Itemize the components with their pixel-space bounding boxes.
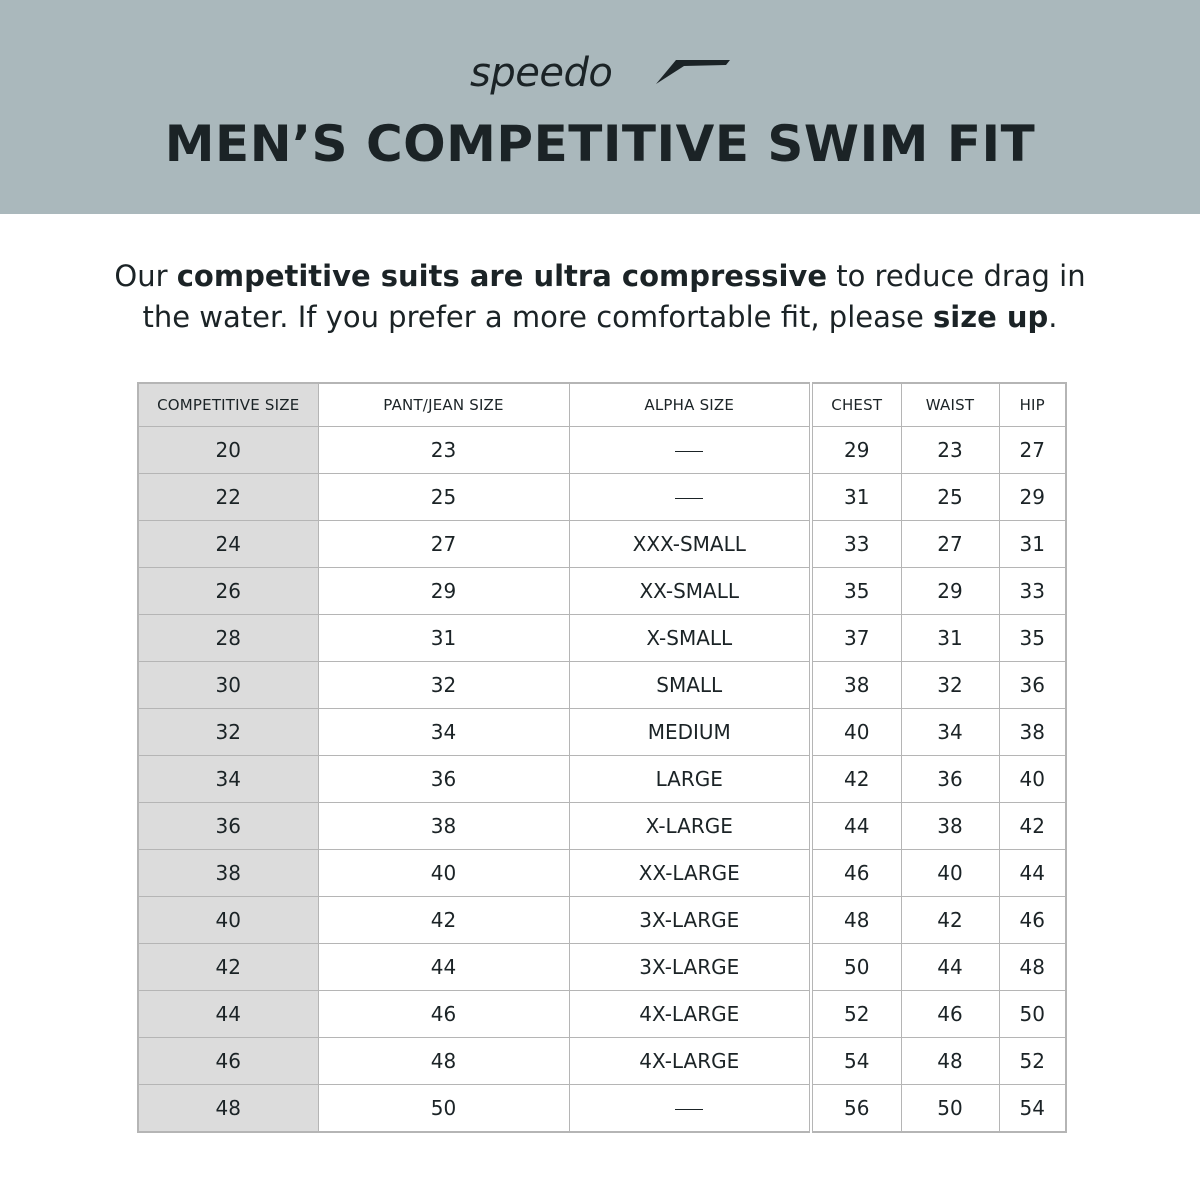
cell-value: 35 — [844, 579, 870, 603]
cell-value: 38 — [1019, 720, 1045, 744]
cell-hip — [999, 662, 1066, 709]
cell-value: 50 — [937, 1096, 963, 1120]
cell-alpha-size — [569, 474, 811, 521]
cell-chest — [811, 803, 901, 850]
cell-value: 38 — [430, 814, 457, 838]
cell-competitive-size — [138, 427, 318, 474]
cell-value: 27 — [430, 532, 457, 556]
cell-value: 46 — [937, 1002, 963, 1026]
logo-wordmark: speedo — [470, 50, 613, 96]
cell-waist — [901, 709, 999, 756]
cell-value: 29 — [430, 579, 457, 603]
cell-chest — [811, 662, 901, 709]
cell-chest — [811, 521, 901, 568]
cell-value: 42 — [430, 908, 457, 932]
cell-chest — [811, 709, 901, 756]
cell-value: 20 — [215, 438, 241, 462]
cell-pant-jean-size — [318, 615, 569, 662]
cell-value: 3X-LARGE — [639, 955, 740, 979]
cell-value: 24 — [215, 532, 241, 556]
cell-waist — [901, 991, 999, 1038]
cell-chest — [811, 944, 901, 991]
header-banner — [0, 0, 1200, 214]
cell-waist — [901, 474, 999, 521]
cell-hip — [999, 1038, 1066, 1085]
cell-waist — [901, 850, 999, 897]
cell-hip — [999, 756, 1066, 803]
cell-hip — [999, 568, 1066, 615]
cell-pant-jean-size — [318, 1038, 569, 1085]
table-row — [138, 1085, 1066, 1133]
cell-value: 27 — [1019, 438, 1045, 462]
cell-waist — [901, 944, 999, 991]
cell-value: 31 — [1019, 532, 1045, 556]
cell-value: XX-SMALL — [639, 579, 740, 603]
intro-bold2: size up — [933, 300, 1049, 334]
cell-pant-jean-size — [318, 709, 569, 756]
cell-value: 50 — [1019, 1002, 1045, 1026]
cell-waist — [901, 1038, 999, 1085]
table-row — [138, 944, 1066, 991]
cell-competitive-size — [138, 897, 318, 944]
cell-value: 31 — [844, 485, 870, 509]
cell-waist — [901, 803, 999, 850]
cell-waist — [901, 897, 999, 944]
cell-value: 32 — [430, 673, 457, 697]
cell-chest — [811, 850, 901, 897]
intro-part3: . — [1048, 300, 1058, 334]
cell-competitive-size — [138, 1085, 318, 1133]
cell-value: 52 — [1019, 1049, 1045, 1073]
cell-value: 56 — [844, 1096, 870, 1120]
cell-value: 33 — [844, 532, 870, 556]
cell-value: 42 — [844, 767, 870, 791]
cell-competitive-size — [138, 474, 318, 521]
cell-value: 30 — [215, 673, 241, 697]
table-row — [138, 897, 1066, 944]
intro-text — [100, 256, 1100, 338]
cell-value: 29 — [937, 579, 963, 603]
cell-pant-jean-size — [318, 944, 569, 991]
cell-value: 44 — [430, 955, 457, 979]
cell-value: 54 — [844, 1049, 870, 1073]
cell-value: 48 — [215, 1096, 241, 1120]
cell-competitive-size — [138, 615, 318, 662]
cell-value: 26 — [215, 579, 241, 603]
cell-alpha-size — [569, 709, 811, 756]
table-header-row — [138, 383, 1066, 427]
cell-competitive-size — [138, 568, 318, 615]
cell-alpha-size — [569, 662, 811, 709]
cell-alpha-size — [569, 897, 811, 944]
cell-alpha-size — [569, 427, 811, 474]
cell-alpha-size — [569, 1038, 811, 1085]
cell-hip — [999, 709, 1066, 756]
table-row — [138, 615, 1066, 662]
cell-value: 38 — [937, 814, 963, 838]
cell-waist — [901, 662, 999, 709]
cell-alpha-size — [569, 568, 811, 615]
table-row — [138, 803, 1066, 850]
header-competitive-size: COMPETITIVE SIZE — [138, 383, 318, 427]
cell-chest — [811, 1085, 901, 1133]
cell-value: 23 — [937, 438, 963, 462]
intro-part1: Our — [114, 259, 177, 293]
cell-value: 42 — [937, 908, 963, 932]
cell-value: 28 — [215, 626, 241, 650]
cell-value: 42 — [215, 955, 241, 979]
cell-value: 40 — [1019, 767, 1045, 791]
cell-waist — [901, 1085, 999, 1133]
cell-value: 42 — [1019, 814, 1045, 838]
header-alpha-size: ALPHA SIZE — [569, 383, 811, 427]
size-table — [137, 382, 1067, 1133]
cell-value: 46 — [430, 1002, 457, 1026]
cell-value: 46 — [1019, 908, 1045, 932]
cell-value: 33 — [1019, 579, 1045, 603]
cell-hip — [999, 850, 1066, 897]
cell-value: 54 — [1019, 1096, 1045, 1120]
cell-waist — [901, 521, 999, 568]
cell-value: 48 — [937, 1049, 963, 1073]
cell-chest — [811, 897, 901, 944]
cell-value: LARGE — [655, 767, 723, 791]
cell-waist — [901, 427, 999, 474]
cell-value: 29 — [1019, 485, 1045, 509]
table-row — [138, 850, 1066, 897]
cell-value: 35 — [1019, 626, 1045, 650]
page-title: MEN’S COMPETITIVE SWIM FIT — [164, 115, 1036, 173]
cell-value: XXX-SMALL — [632, 532, 746, 556]
intro-bold1: competitive suits are ultra compressive — [176, 259, 827, 293]
cell-value: 38 — [844, 673, 870, 697]
cell-alpha-size — [569, 1085, 811, 1133]
cell-waist — [901, 568, 999, 615]
cell-competitive-size — [138, 662, 318, 709]
cell-value: 50 — [430, 1096, 457, 1120]
cell-chest — [811, 474, 901, 521]
cell-competitive-size — [138, 709, 318, 756]
cell-value: 23 — [430, 438, 457, 462]
cell-chest — [811, 991, 901, 1038]
cell-hip — [999, 521, 1066, 568]
cell-competitive-size — [138, 756, 318, 803]
table-row — [138, 474, 1066, 521]
cell-pant-jean-size — [318, 662, 569, 709]
cell-hip — [999, 944, 1066, 991]
cell-value: 50 — [844, 955, 870, 979]
dash-mark — [675, 498, 703, 499]
table-row — [138, 521, 1066, 568]
cell-value: 34 — [937, 720, 963, 744]
table-row — [138, 1038, 1066, 1085]
cell-competitive-size — [138, 803, 318, 850]
cell-value: 52 — [844, 1002, 870, 1026]
cell-competitive-size — [138, 850, 318, 897]
cell-value: 44 — [937, 955, 963, 979]
cell-hip — [999, 803, 1066, 850]
cell-waist — [901, 756, 999, 803]
cell-value: 34 — [430, 720, 457, 744]
cell-alpha-size — [569, 850, 811, 897]
cell-value: 25 — [937, 485, 963, 509]
cell-chest — [811, 427, 901, 474]
cell-competitive-size — [138, 521, 318, 568]
dash-mark — [675, 451, 703, 452]
cell-value: 32 — [215, 720, 241, 744]
header-waist: WAIST — [901, 383, 999, 427]
cell-pant-jean-size — [318, 427, 569, 474]
cell-value: 32 — [937, 673, 963, 697]
cell-value: 31 — [937, 626, 963, 650]
intro-part2: to reduce drag in the water. If you prefer a more comfortable fit, please — [142, 259, 1086, 334]
cell-alpha-size — [569, 615, 811, 662]
cell-value: 40 — [937, 861, 963, 885]
cell-pant-jean-size — [318, 756, 569, 803]
cell-value: 25 — [430, 485, 457, 509]
cell-chest — [811, 756, 901, 803]
cell-value: 22 — [215, 485, 241, 509]
cell-value: 40 — [844, 720, 870, 744]
table-row — [138, 427, 1066, 474]
cell-alpha-size — [569, 944, 811, 991]
header-pant-jean-size: PANT/JEAN SIZE — [318, 383, 569, 427]
cell-hip — [999, 991, 1066, 1038]
cell-pant-jean-size — [318, 850, 569, 897]
cell-value: 4X-LARGE — [639, 1002, 740, 1026]
boomerang-icon — [654, 56, 732, 86]
cell-value: 46 — [844, 861, 870, 885]
cell-hip — [999, 897, 1066, 944]
cell-value: 34 — [215, 767, 241, 791]
cell-pant-jean-size — [318, 521, 569, 568]
cell-pant-jean-size — [318, 568, 569, 615]
cell-waist — [901, 615, 999, 662]
cell-alpha-size — [569, 991, 811, 1038]
cell-value: 36 — [1019, 673, 1045, 697]
cell-pant-jean-size — [318, 803, 569, 850]
cell-value: 36 — [937, 767, 963, 791]
cell-value: 46 — [215, 1049, 241, 1073]
cell-value: 3X-LARGE — [639, 908, 740, 932]
cell-value: 44 — [844, 814, 870, 838]
cell-competitive-size — [138, 944, 318, 991]
cell-competitive-size — [138, 991, 318, 1038]
cell-hip — [999, 474, 1066, 521]
table-row — [138, 709, 1066, 756]
cell-alpha-size — [569, 803, 811, 850]
table-row — [138, 568, 1066, 615]
cell-value: SMALL — [656, 673, 723, 697]
cell-pant-jean-size — [318, 474, 569, 521]
cell-value: 44 — [215, 1002, 241, 1026]
table-row — [138, 991, 1066, 1038]
cell-pant-jean-size — [318, 897, 569, 944]
cell-hip — [999, 427, 1066, 474]
cell-value: 40 — [215, 908, 241, 932]
cell-chest — [811, 1038, 901, 1085]
table-row — [138, 756, 1066, 803]
cell-value: 36 — [430, 767, 457, 791]
cell-value: MEDIUM — [647, 720, 731, 744]
cell-value: 37 — [844, 626, 870, 650]
cell-pant-jean-size — [318, 1085, 569, 1133]
cell-alpha-size — [569, 521, 811, 568]
cell-value: XX-LARGE — [638, 861, 740, 885]
cell-value: 27 — [937, 532, 963, 556]
cell-competitive-size — [138, 1038, 318, 1085]
cell-value: 31 — [430, 626, 457, 650]
cell-hip — [999, 1085, 1066, 1133]
speedo-logo — [470, 48, 732, 98]
table-row — [138, 662, 1066, 709]
header-chest: CHEST — [811, 383, 901, 427]
cell-value: 48 — [1019, 955, 1045, 979]
cell-chest — [811, 615, 901, 662]
cell-value: 48 — [844, 908, 870, 932]
cell-chest — [811, 568, 901, 615]
cell-hip — [999, 615, 1066, 662]
cell-value: X-SMALL — [646, 626, 733, 650]
cell-value: 38 — [215, 861, 241, 885]
cell-value: 48 — [430, 1049, 457, 1073]
table-body — [138, 427, 1066, 1133]
cell-pant-jean-size — [318, 991, 569, 1038]
header-hip: HIP — [999, 383, 1066, 427]
cell-value: 40 — [430, 861, 457, 885]
cell-value: 29 — [844, 438, 870, 462]
cell-value: 4X-LARGE — [639, 1049, 740, 1073]
cell-alpha-size — [569, 756, 811, 803]
dash-mark — [675, 1109, 703, 1110]
cell-value: X-LARGE — [645, 814, 733, 838]
cell-value: 44 — [1019, 861, 1045, 885]
cell-value: 36 — [215, 814, 241, 838]
